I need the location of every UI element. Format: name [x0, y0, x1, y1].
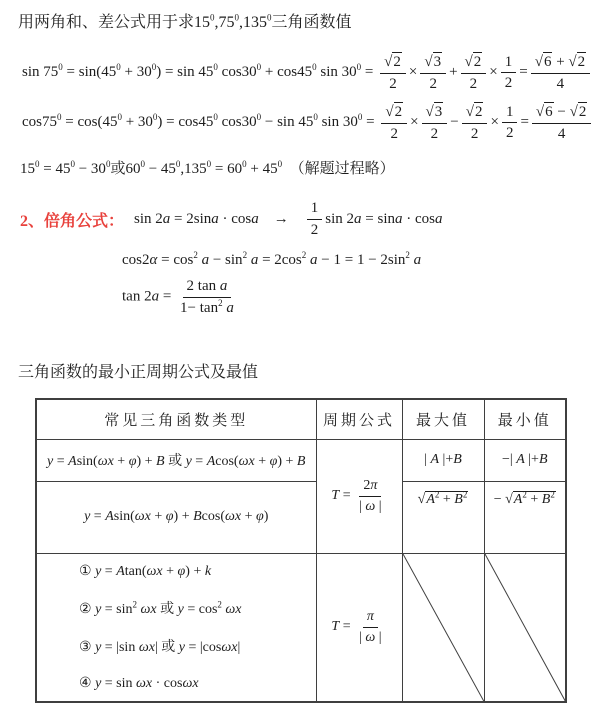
trig-period-table	[35, 398, 567, 703]
cell-row2-max	[402, 481, 484, 553]
fraction: $\frac{√3}{2}$	[422, 102, 448, 144]
cell-row2-type: y = Asin(ωx + φ) + Bcos(ωx + φ)	[36, 481, 316, 553]
cell-row3-max-na	[402, 553, 484, 702]
fraction: $\frac{√2}{2}$	[462, 102, 488, 144]
diagonal-line	[403, 554, 484, 702]
radical: $√A^2 + B^2$	[505, 488, 555, 507]
fraction: $\frac{\pi}{| \omega |}$	[359, 609, 382, 645]
header-period-formula: 周期公式	[316, 399, 402, 439]
fraction: $\frac{\text{2 tan a}}{1- \tan^2 a}$	[180, 278, 234, 316]
table-row-3	[36, 553, 566, 702]
intro-line: 用两角和、差公式用于求$15^0,75^0,135^0$三角函数值	[18, 12, 352, 31]
fraction: $\frac{√6 - √2}{4}$	[532, 102, 591, 144]
list-item-3: ③ y = |sin ωx| 或 y = |cosωx|	[79, 640, 241, 656]
radical: √6	[534, 54, 552, 70]
list-item-4: ④ y = sin ωx · cosωx	[79, 675, 199, 691]
cell-row1-type: y = Asin(ωx + φ) + B 或 y = Acos(ωx + φ) + B	[36, 439, 316, 481]
fraction: $\frac{√2}{2}$	[381, 102, 407, 144]
fraction: $\frac{1}{2}$	[502, 103, 518, 144]
radical: √2	[569, 104, 587, 120]
table-row-1	[36, 439, 566, 481]
deg15-formula: $15^0 = 45^0 - 30^0$或$60^0 - 45^0,135^0 = 60^0 + 45^0$ （解题过程略）	[20, 159, 395, 177]
fraction: $\frac{√2}{2}$	[380, 52, 406, 94]
tan2a-formula: tan 2a = $\frac{\text{2 tan a}}{1- \tan^2 a}$	[122, 278, 234, 316]
cell-row3-type	[36, 553, 316, 702]
function-type-list	[37, 554, 316, 701]
fraction: $\frac{1}{2}$	[307, 199, 323, 240]
sin75-formula: $\sin 75^0 = \sin(45^0 + 30^0) = \sin 45^0$ $\cos 30^0 + \cos 45^0$ $\sin 30^0$ = $\frac{√2}{2}$ × $\frac{√3}{2}$ + $\frac{√2}{2}$ × $\frac{1}{2}$ = $\frac{√6 + √2}{4}$	[22, 52, 593, 94]
list-item-2: ② $y = \sin^2 \omega x$ 或 $y = \cos^2 \omega x$	[79, 599, 242, 618]
list-item-1: ① y = Atan(ωx + φ) + k	[79, 563, 212, 579]
cell-row1-min: −| A |+B	[484, 439, 566, 481]
fraction: $\frac{√2}{2}$	[461, 52, 487, 94]
radical: √2	[384, 54, 401, 70]
double-angle-formula: sin 2a = 2sina · cosa → $\frac{1}{2}$ sin 2a = sina · cosa	[134, 200, 443, 238]
cos75-formula: $\cos 75^0 = \cos(45^0 + 30^0) = \cos 45^0$ $\cos 30^0 - \sin 45^0$ $\sin 30^0$ = $\frac{√2}{2}$ × $\frac{√3}{2}$ − $\frac{√2}{2}$ × $\frac{1}{2}$ = $\frac{√6 - √2}{4}$	[22, 102, 594, 144]
radical: $√A^2 + B^2$	[417, 488, 468, 507]
header-min-value: 最小值	[484, 399, 566, 439]
radical: √3	[425, 104, 443, 120]
radical: √2	[568, 54, 586, 70]
fraction: $\frac{1}{2}$	[501, 53, 517, 94]
radical: √2	[385, 104, 403, 120]
radical: √3	[424, 54, 442, 70]
cell-row2-min: − $√A^2 + B^2$	[484, 481, 566, 553]
cell-row3-min-na	[484, 553, 566, 702]
cell-period-2pi: T = $\frac{2\pi}{| \omega |}$	[316, 439, 402, 553]
double-angle-line	[20, 199, 443, 240]
fraction: $\frac{2\pi}{| \omega |}$	[359, 478, 382, 514]
section-title: 三角函数的最小正周期公式及最值	[18, 364, 259, 381]
double-angle-label: 2、倍角公式：	[20, 212, 125, 230]
header-function-type: 常见三角函数类型	[36, 399, 316, 439]
cos2a-formula: $\cos 2\alpha = \cos^2 a - \sin^2 a = 2\cos^2$ $a - 1 = 1 - 2\sin^2$ a	[122, 250, 422, 268]
header-max-value: 最大值	[402, 399, 484, 439]
table-row-2	[36, 481, 566, 553]
radical: √6	[535, 104, 553, 120]
table-header-row	[36, 399, 566, 439]
fraction: $\frac{√3}{2}$	[420, 52, 446, 94]
cell-row1-max: | A |+B	[402, 439, 484, 481]
radical: √2	[465, 104, 483, 120]
cell-period-pi: T = $\frac{\pi}{| \omega |}$	[316, 553, 402, 702]
fraction: $\frac{√6 + √2}{4}$	[531, 52, 590, 94]
radical: √2	[464, 54, 482, 70]
diagonal-line	[485, 554, 566, 702]
